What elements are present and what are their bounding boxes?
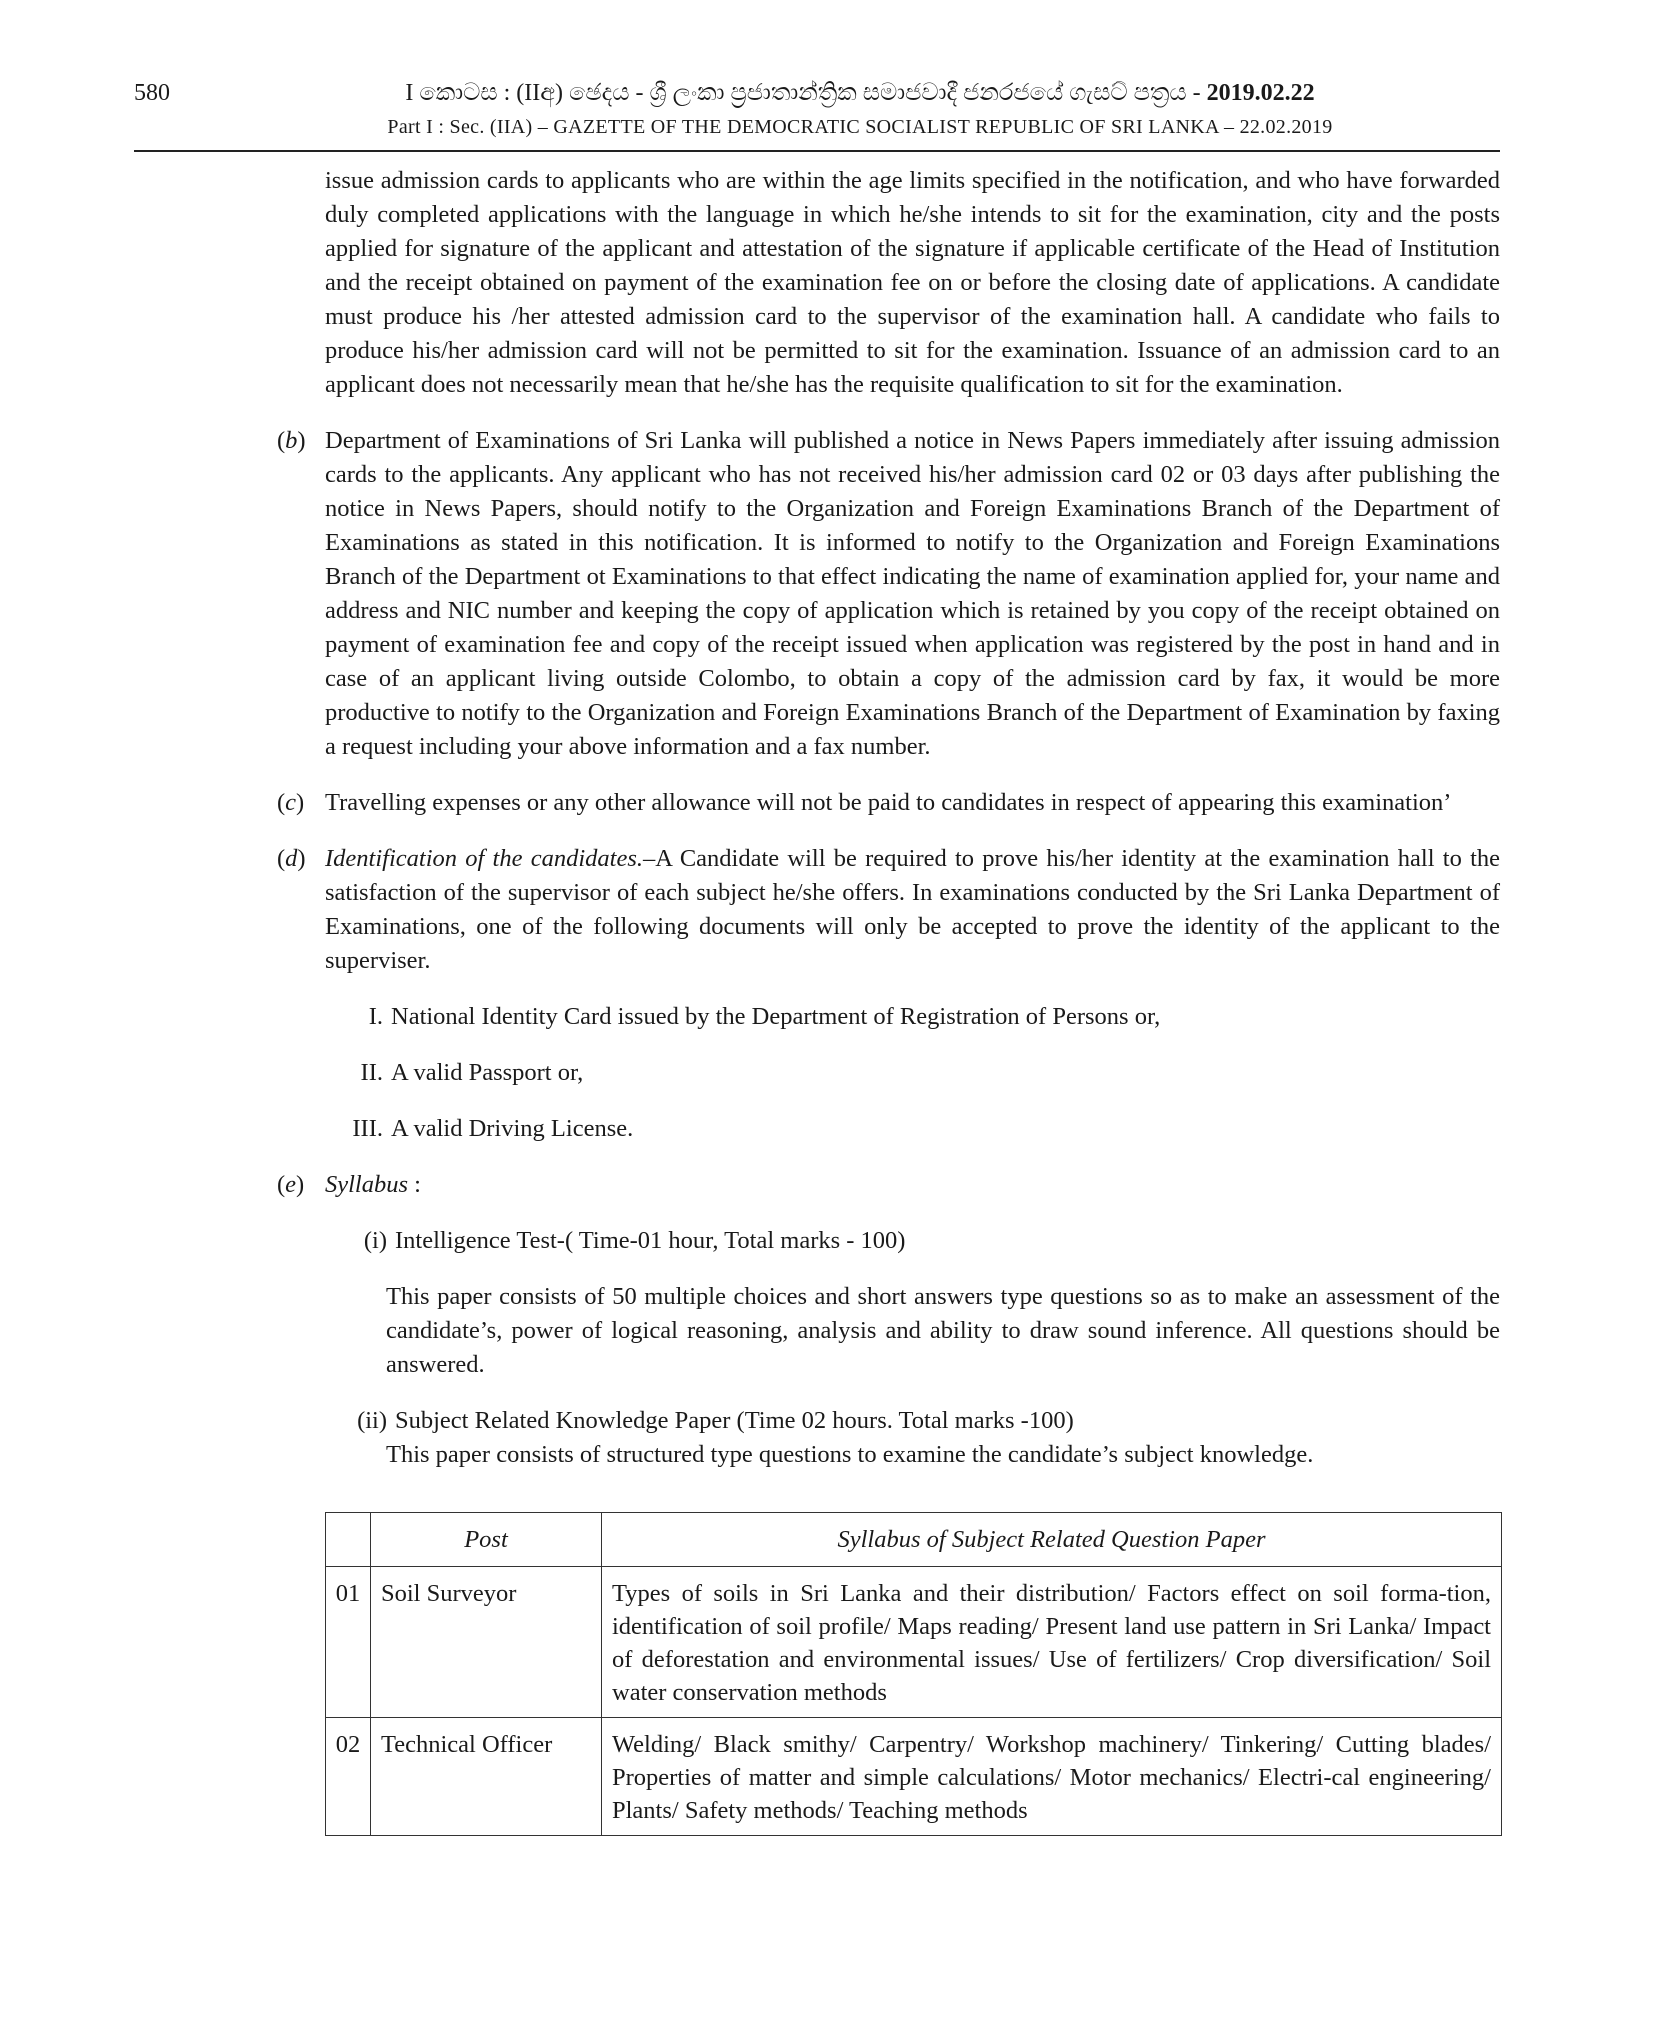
header-sinhala-title (330, 80, 1390, 107)
para-e: (e) Syllabus : (325, 1168, 1500, 1202)
header-english-title: Part I : Sec. (IIA) – GAZETTE OF THE DEMOCRATIC SOCIALIST REPUBLIC OF SRI LANKA – 22.02.2019 (387, 116, 1333, 138)
paper-title: (ii) Subject Related Knowledge Paper (Time 02 hours. Total marks -100) (357, 1407, 1074, 1434)
para-e-label: (e) (277, 1171, 305, 1198)
row-post: Soil Surveyor (371, 1567, 602, 1718)
document-body (0, 164, 1653, 1836)
row-post: Technical Officer (371, 1718, 602, 1836)
row-number: 01 (326, 1567, 371, 1718)
para-d (277, 842, 1501, 978)
para-b-text: Department of Examinations of Sri Lanka will published a notice in News Papers immediately after issuing admission cards to the applicants. Any applicant who has not received his/her admission card 02 or 03 days after publishing the notice in News Papers, should notify to the Organization and Foreign Examinations Branch of the Department of Examinations as stated in this notification. It is informed to notify to the Organization and Foreign Examinations Branch of the Department ot Examinations to that effect indicating the name of examination applied for, your name and address and NIC number and keeping the copy of application which is retained by you copy of the receipt obtained on payment of examination fee and copy of the receipt issued when application was registered by the post in hand and in case of an applicant living outside Colombo, to obtain a copy of the admission card by fax, it would be more productive to notify to the Organization and Foreign Examinations Branch of the Department of Examination by faxing a request including your above information and a fax number. (325, 427, 1500, 760)
table-header-post: Post (371, 1513, 602, 1567)
page-number: 580 (134, 80, 170, 106)
id-document-item: I. National Identity Card issued by the Department of Registration of Persons or, (368, 1003, 1161, 1030)
table-row (326, 1567, 1502, 1718)
header-date: 2019.02.22 (1206, 80, 1315, 106)
para-e-heading: Syllabus (325, 1171, 409, 1198)
para-d-label: (d) (277, 845, 306, 872)
row-syllabus: Welding/ Black smithy/ Carpentry/ Workshop machinery/ Tinkering/ Cutting blades/ Properties of matter and simple calculations/ Motor mechanics/ Electri-cal engineering/ Plants/ Safety methods/ Teaching methods (602, 1718, 1502, 1836)
table-header-no (326, 1513, 371, 1567)
paper-description: This paper consists of 50 multiple choices and short answers type questions so as to make an assessment of the candidate’s, power of logical reasoning, analysis and ability to draw sound inference. All questions should be answered. (386, 1283, 1500, 1378)
id-document-item: III. A valid Driving License. (352, 1115, 634, 1142)
header-rule (134, 150, 1500, 152)
table-row (326, 1718, 1502, 1836)
para-a-continuation: issue admission cards to applicants who are within the age limits specified in the notification, and who have forwarded duly completed applications with the language in which he/she intends to sit for the examination, city and the posts applied for signature of the applicant and attestation of the signature if applicable certificate of the Head of Institution and the receipt obtained on payment of the examination fee on or before the closing date of applications. A candidate must produce his /her attested admission card to the supervisor of the examination hall. A candidate who fails to produce his/her admission card will not be permitted to sit for the examination. Issuance of an admission card to an applicant does not necessarily mean that he/she has the requisite qualification to sit for the examination. (325, 167, 1500, 398)
para-b (277, 424, 1500, 764)
para-c-label: (c) (277, 789, 305, 816)
para-b-label: (b) (277, 427, 306, 454)
syllabus-table (325, 1512, 1502, 1836)
id-document-item: II. A valid Passport or, (360, 1059, 584, 1086)
header-sinhala-text: I කොටස : (IIඅ) ඡෙදය - ශ්‍රී ලංකා ප්‍රජාතාන්ත්‍රික සමාජවාදී ජනරජයේ ගැසට් පත්‍රය - (405, 80, 1207, 106)
para-d-text: –A Candidate will be required to prove his/her identity at the examination hall to the satisfaction of the supervisor of each subject he/she offers. In examinations conducted by the Sri Lanka Department of Examinations, one of the following documents will only be accepted to prove the identity of the applicant to the superviser. (325, 845, 1501, 974)
para-c-text: Travelling expenses or any other allowance will not be paid to candidates in respect of appearing this examination’ (325, 789, 1452, 816)
table-header-row (326, 1513, 1502, 1567)
para-c (277, 786, 1500, 820)
row-number: 02 (326, 1718, 371, 1836)
para-d-heading: Identification of the candidates. (325, 845, 643, 872)
row-syllabus: Types of soils in Sri Lanka and their distribution/ Factors effect on soil forma-tion, identification of soil profile/ Maps reading/ Present land use pattern in Sri Lanka/ Impact of deforestation and environmental issues/ Use of fertilizers/ Crop diversification/ Soil water conservation methods (602, 1567, 1502, 1718)
table-header-syllabus: Syllabus of Subject Related Question Paper (602, 1513, 1502, 1567)
paper-title: (i) Intelligence Test-( Time-01 hour, Total marks - 100) (363, 1227, 906, 1254)
paper-description: This paper consists of structured type questions to examine the candidate’s subject knowledge. (386, 1441, 1314, 1468)
